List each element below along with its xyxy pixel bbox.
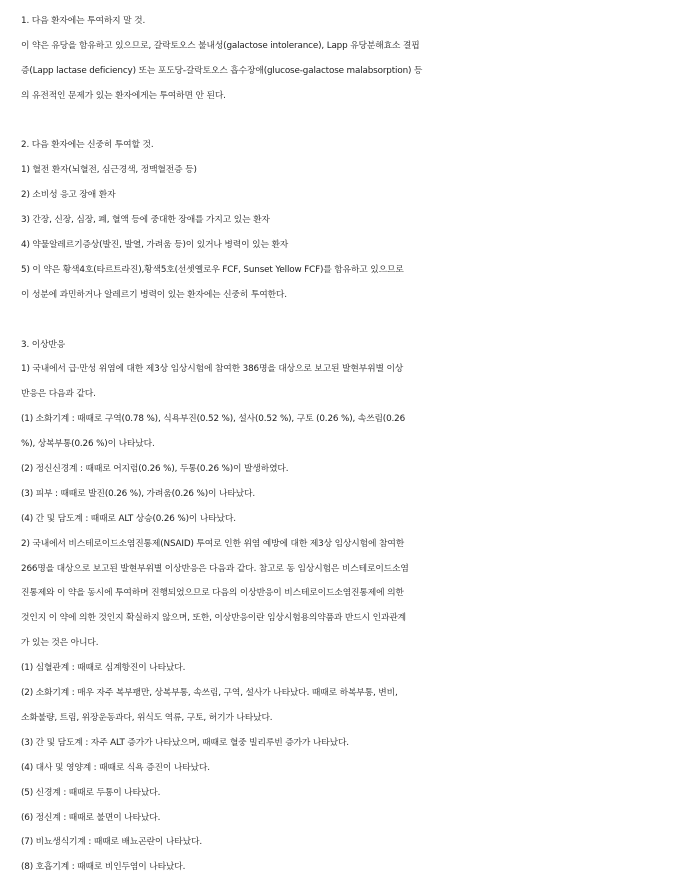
- section-heading: 2. 다음 환자에는 신중히 투여할 것.: [21, 140, 154, 151]
- text-line: 266명을 대상으로 보고된 발현부위별 이상반응은 다음과 같다. 참고로 동 임상시험은 비스테로이드소염: [21, 563, 409, 574]
- list-item: 4) 약물알레르기증상(발진, 발열, 가려움 등)이 있거나 병력이 있는 환자: [21, 240, 289, 251]
- text-line: 가 있는 것은 아니다.: [21, 638, 99, 649]
- text-line: (1) 심혈관계 : 때때로 심계항진이 나타났다.: [21, 663, 186, 674]
- list-item: 이 성분에 과민하거나 알레르기 병력이 있는 환자에는 신중히 투여한다.: [21, 289, 287, 300]
- text-line: 반응은 다음과 같다.: [21, 389, 96, 400]
- text-line: (5) 신경계 : 때때로 두통이 나타났다.: [21, 787, 161, 798]
- text-line: 의 유전적인 문제가 있는 환자에게는 투여하면 안 된다.: [21, 90, 226, 101]
- text-line: (7) 비뇨생식기계 : 때때로 배뇨곤란이 나타났다.: [21, 837, 202, 848]
- list-item: 3) 간장, 신장, 심장, 폐, 혈액 등에 중대한 장애를 가지고 있는 환자: [21, 215, 270, 226]
- section-heading: 3. 이상반응: [21, 339, 66, 350]
- spacer: [21, 109, 691, 134]
- text-line: 증(Lapp lactase deficiency) 또는 포도당-갈락토오스 흡수장애(glucose-galactose malabsorption) 등: [21, 65, 423, 76]
- list-item: 2) 소비성 응고 장애 환자: [21, 190, 116, 201]
- text-line: 진통제와 이 약을 동시에 투여하며 진행되었으므로 다음의 이상반응이 비스테로이드소염진통제에 의한: [21, 588, 404, 599]
- text-line: (3) 간 및 담도계 : 자주 ALT 증가가 나타났으며, 때때로 혈중 빌리루빈 증가가 나타났다.: [21, 737, 349, 748]
- text-line: %), 상복부통(0.26 %)이 나타났다.: [21, 439, 155, 450]
- text-line: 2) 국내에서 비스테로이드소염진통제(NSAID) 투여로 인한 위염 예방에 대한 제3상 임상시험에 참여한: [21, 538, 405, 549]
- list-item: 5) 이 약은 황색4호(타르트라진),황색5호(선셋옐로우 FCF, Sunset Yellow FCF)를 함유하고 있으므로: [21, 264, 404, 275]
- spacer: [21, 308, 691, 333]
- text-line: 소화불량, 트림, 위장운동과다, 위식도 역류, 구토, 허기가 나타났다.: [21, 712, 273, 723]
- section-heading: 1. 다음 환자에는 투여하지 말 것.: [21, 16, 146, 26]
- text-line: (6) 정신계 : 때때로 불면이 나타났다.: [21, 812, 161, 823]
- text-line: (2) 소화기계 : 매우 자주 복부팽만, 상복부통, 속쓰림, 구역, 설사가 나타났다. 때때로 하복부통, 변비,: [21, 688, 398, 699]
- text-line: (4) 간 및 담도계 : 때때로 ALT 상승(0.26 %)이 나타났다.: [21, 513, 236, 524]
- text-line: 1) 국내에서 급·만성 위염에 대한 제3상 임상시험에 참여한 386명을 대상으로 보고된 발현부위별 이상: [21, 364, 404, 375]
- text-line: (4) 대사 및 영양계 : 때때로 식욕 증진이 나타났다.: [21, 762, 210, 773]
- text-line: (1) 소화기계 : 때때로 구역(0.78 %), 식욕부진(0.52 %), 설사(0.52 %), 구토 (0.26 %), 속쓰림(0.26: [21, 414, 406, 425]
- text-line: (8) 호흡기계 : 때때로 비인두염이 나타났다.: [21, 862, 186, 873]
- text-line: (2) 정신신경계 : 때때로 어지럼(0.26 %), 두통(0.26 %)이 발생하였다.: [21, 464, 289, 475]
- text-line: 것인지 이 약에 의한 것인지 확실하지 않으며, 또한, 이상반응이란 임상시험용의약품과 반드시 인과관계: [21, 613, 407, 624]
- text-line: 이 약은 유당을 함유하고 있으므로, 갈락토오스 불내성(galactose intolerance), Lapp 유당분해효소 결핍: [21, 40, 420, 51]
- list-item: 1) 혈전 환자(뇌혈전, 심근경색, 정맥혈전증 등): [21, 165, 197, 176]
- text-line: (3) 피부 : 때때로 발진(0.26 %), 가려움(0.26 %)이 나타났다.: [21, 488, 256, 499]
